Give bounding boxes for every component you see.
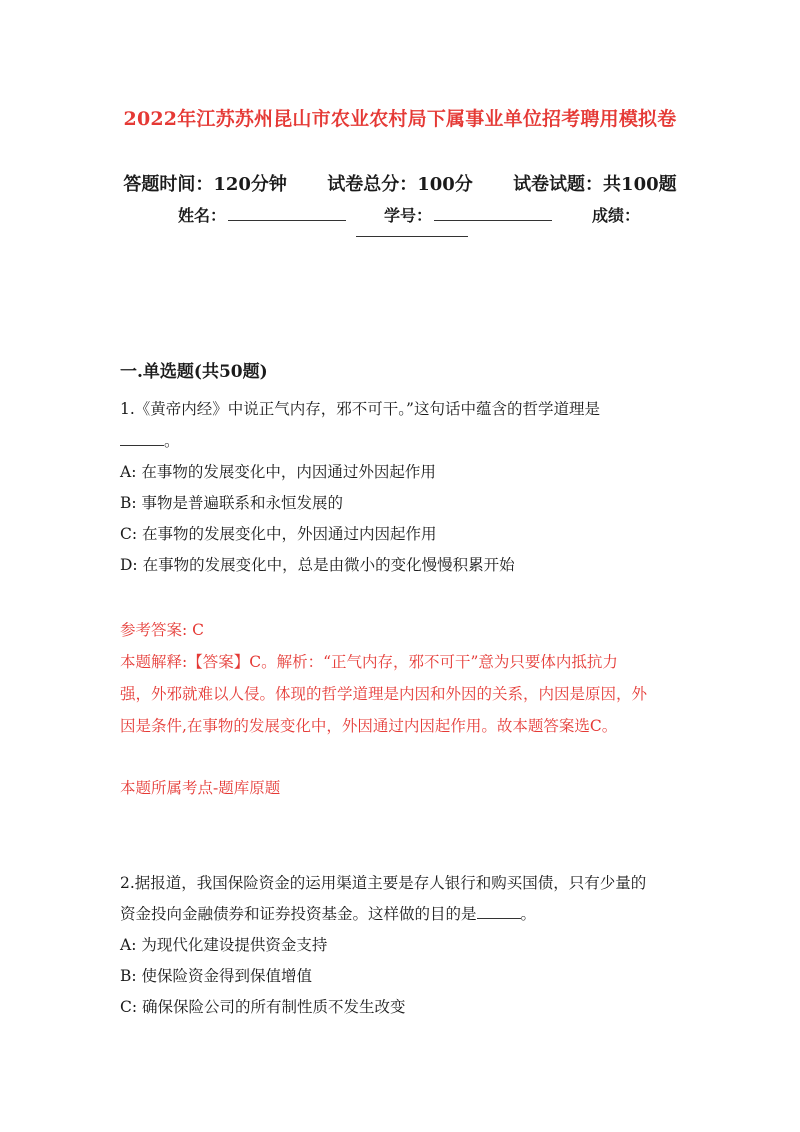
q2-option-b: B: 使保险资金得到保值增值: [120, 967, 313, 985]
q1-explanation-line1: 本题解释:【答案】C。解析：“正气内存，邪不可干”意为只要体内抵抗力: [120, 653, 618, 671]
time-label: 答题时间：120分钟: [123, 174, 287, 195]
q2-stem-line1: 2.据报道，我国保险资金的运用渠道主要是存人银行和购买国债，只有少量的: [120, 874, 647, 892]
q2-answer-blank: [477, 906, 521, 919]
count-label: 试卷试题：共100题: [513, 174, 677, 195]
q1-option-a: A: 在事物的发展变化中，内因通过外因起作用: [120, 463, 436, 481]
q1-topic: 本题所属考点-题库原题: [120, 779, 281, 797]
section-title: 一.单选题(共50题): [120, 362, 268, 382]
q1-explanation-line2: 强，外邪就难以人侵。体现的哲学道理是内因和外因的关系，内因是原因，外: [120, 685, 648, 703]
q2-option-c: C: 确保保险公司的所有制性质不发生改变: [120, 998, 406, 1016]
q1-option-b: B: 事物是普遍联系和永恒发展的: [120, 494, 344, 512]
q1-option-d: D: 在事物的发展变化中，总是由微小的变化慢慢积累开始: [120, 556, 515, 574]
name-label: 姓名：: [178, 206, 227, 225]
id-label: 学号：: [384, 206, 433, 225]
grade-blank[interactable]: [356, 222, 468, 237]
exam-title: 2022年江苏苏州昆山市农业农村局下属事业单位招考聘用模拟卷: [123, 108, 677, 130]
q2-stem-line2: 资金投向金融债券和证券投资基金。这样做的目的是 。: [120, 905, 537, 923]
q1-option-c: C: 在事物的发展变化中，外因通过内因起作用: [120, 525, 437, 543]
q2-option-a: A: 为现代化建设提供资金支持: [120, 936, 328, 954]
grade-label: 成绩：: [592, 206, 641, 225]
q1-stem-line2: 。: [120, 429, 180, 451]
q1-answer-blank: [120, 433, 164, 446]
exam-meta: [0, 170, 800, 196]
q1-explanation-line3: 因是条件,在事物的发展变化中，外因通过内因起作用。故本题答案选C。: [120, 717, 618, 735]
name-blank[interactable]: [228, 206, 346, 221]
q1-stem-line1: 1.《黄帝内经》中说正气内存，邪不可干。”这句话中蕴含的哲学道理是: [120, 400, 600, 418]
score-label: 试卷总分：100分: [327, 174, 473, 195]
q1-answer: 参考答案: C: [120, 621, 205, 639]
id-blank[interactable]: [434, 206, 552, 221]
